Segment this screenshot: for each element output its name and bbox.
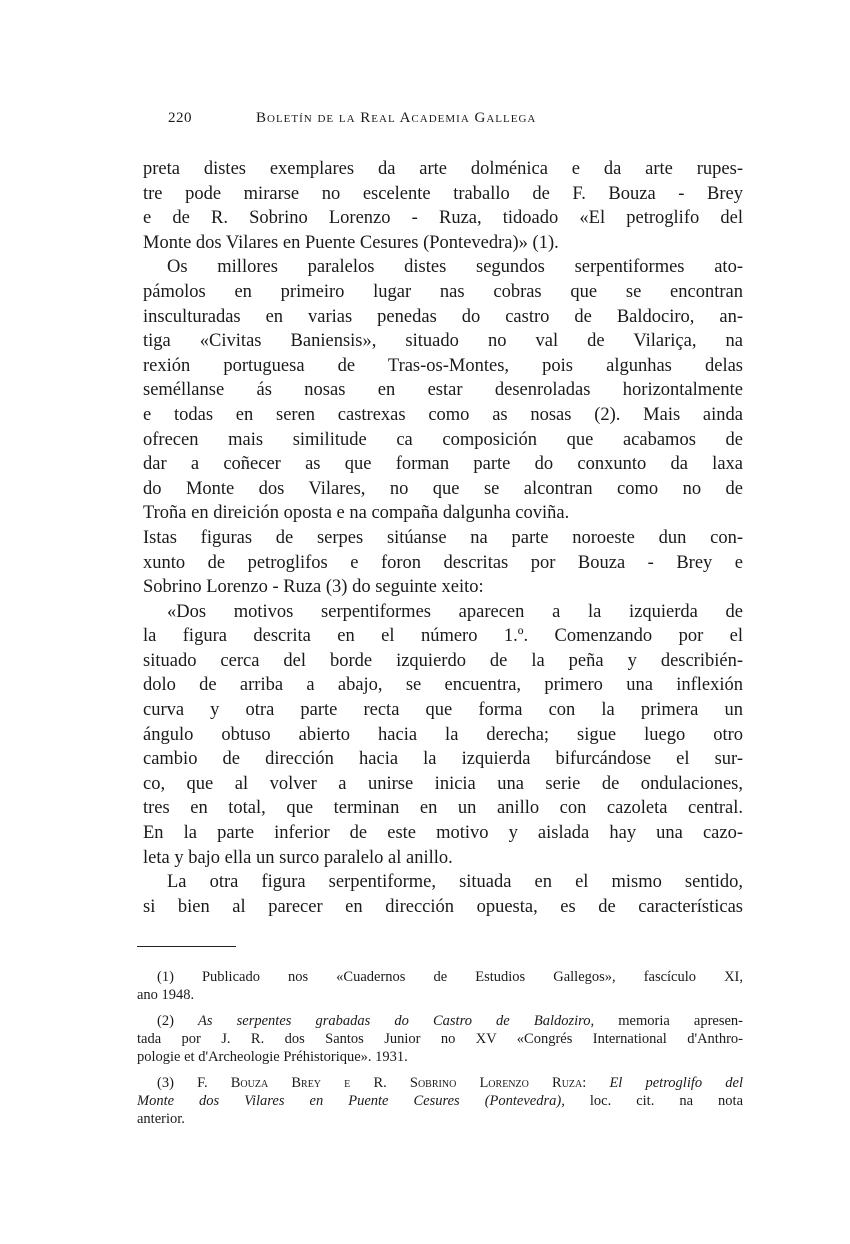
text-line: La otra figura serpentiforme, situada en el mismo sentido, bbox=[167, 872, 743, 893]
footnote-2-rest: memoria apresen- bbox=[618, 1013, 743, 1029]
footnote-2-cont: pologie et d'Archeologie Préhistorique». 1931. bbox=[137, 1049, 408, 1065]
text-line: cambio de dirección hacia la izquierda bifurcándose el sur- bbox=[143, 749, 743, 770]
footnotes bbox=[137, 968, 743, 1128]
body-text bbox=[143, 157, 743, 919]
text-line: dar a coñecer as que forman parte do conxunto da laxa bbox=[143, 454, 743, 475]
text-line: pámolos en primeiro lugar nas cobras que se encontran bbox=[143, 281, 743, 302]
footnote-3-cont bbox=[137, 1092, 743, 1110]
text-line: curva y otra parte recta que forma con la primera un bbox=[143, 700, 743, 721]
text-line: dolo de arriba a abajo, se encuentra, primero una inflexión bbox=[143, 675, 743, 696]
text-line: si bien al parecer en dirección opuesta, es de características bbox=[143, 896, 743, 917]
page-number: 220 bbox=[168, 110, 192, 126]
text-line: preta distes exemplares da arte dolménica e da arte rupes- bbox=[143, 159, 743, 179]
footnote-3-authors: F. Bouza Brey e R. Sobrino Lorenzo Ruza: bbox=[197, 1075, 587, 1091]
text-line: En la parte inferior de este motivo y aislada hay una cazo- bbox=[143, 823, 743, 844]
footnote-3-rest: loc. cit. na nota bbox=[589, 1093, 743, 1109]
footnote-3-title: El petroglifo del bbox=[609, 1075, 743, 1091]
text-line: insculturadas en varias penedas do castro de Baldociro, an- bbox=[143, 306, 743, 327]
footnote-3-title-cont: Monte dos Vilares en Puente Cesures (Pontevedra), bbox=[137, 1093, 565, 1109]
text-line: Sobrino Lorenzo - Ruza (3) do seguinte xeito: bbox=[143, 577, 484, 598]
text-line: «Dos motivos serpentiformes aparecen a la izquierda de bbox=[167, 601, 743, 622]
text-line: co, que al volver a unirse inicia una serie de ondulaciones, bbox=[143, 773, 743, 794]
text-line: Troña en direición oposta e na compaña dalgunha coviña. bbox=[143, 503, 570, 524]
text-line: do Monte dos Vilares, no que se alcontran como no de bbox=[143, 478, 743, 499]
footnote-2-marker: (2) bbox=[157, 1013, 174, 1029]
text-line: leta y bajo ella un surco paralelo al anillo. bbox=[143, 847, 453, 868]
footnote-2 bbox=[137, 1012, 743, 1030]
footnote-3-cont: anterior. bbox=[137, 1111, 185, 1127]
text-line: xunto de petroglifos e foron descritas por Bouza - Brey e bbox=[143, 552, 743, 573]
footnote-1-cont: ano 1948. bbox=[137, 987, 195, 1003]
text-line: ángulo obtuso abierto hacia la derecha; sigue luego otro bbox=[143, 724, 743, 745]
footnote-separator bbox=[137, 946, 236, 947]
footnote-3 bbox=[137, 1074, 743, 1092]
journal-title: Boletín de la Real Academia Gallega bbox=[256, 110, 537, 126]
text-line: Os millores paralelos distes segundos serpentiformes ato- bbox=[167, 257, 743, 278]
text-line: situado cerca del borde izquierdo de la peña y describién- bbox=[143, 650, 743, 671]
text-line: ofrecen mais similitude ca composición que acabamos de bbox=[143, 429, 743, 450]
text-line: Istas figuras de serpes sitúanse na parte noroeste dun con- bbox=[143, 527, 743, 548]
text-line: seméllanse ás nosas en estar desenroladas horizontalmente bbox=[143, 380, 743, 401]
text-line: Monte dos Vilares en Puente Cesures (Pontevedra)» (1). bbox=[143, 232, 559, 253]
text-line: rexión portuguesa de Tras-os-Montes, pois algunhas delas bbox=[143, 355, 743, 376]
text-line: tres en total, que terminan en un anillo con cazoleta central. bbox=[143, 798, 743, 819]
text-line: e todas en seren castrexas como as nosas (2). Mais ainda bbox=[143, 404, 743, 425]
text-line: e de R. Sobrino Lorenzo - Ruza, tidoado «El petroglifo del bbox=[143, 208, 743, 229]
footnote-1: (1) Publicado nos «Cuadernos de Estudios Gallegos», fascículo XI, bbox=[157, 969, 743, 985]
footnote-2-cont: tada por J. R. dos Santos Junior no XV «Congrés International d'Anthro- bbox=[137, 1031, 743, 1047]
text-line: la figura descrita en el número 1.º. Comenzando por el bbox=[143, 626, 743, 647]
text-line: tre pode mirarse no escelente traballo de F. Bouza - Brey bbox=[143, 183, 743, 204]
footnote-3-marker: (3) bbox=[157, 1075, 174, 1091]
footnote-2-title: As serpentes grabadas do Castro de Baldoziro, bbox=[198, 1013, 595, 1029]
text-line: tiga «Civitas Baniensis», situado no val de Vilariça, na bbox=[143, 331, 743, 352]
